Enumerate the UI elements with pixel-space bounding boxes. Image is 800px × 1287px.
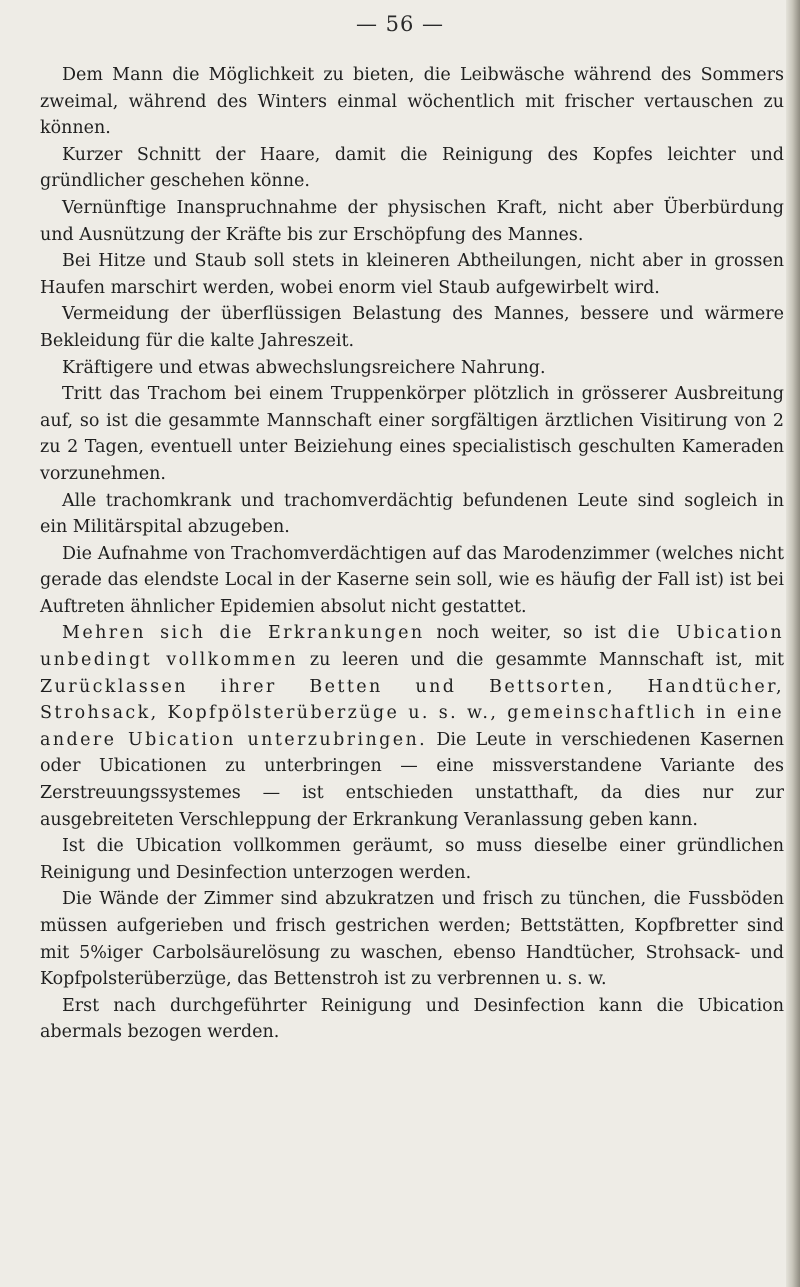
paragraph-marodenzimmer: Die Aufnahme von Trachomverdächtigen auf das Marodenzimmer (welches nicht gerade das elendste Local in der Kaserne sein soll, wie es häufig der Fall ist) ist bei Auftreten ähnlicher Epidemien absolut nicht gestattet. xyxy=(40,543,784,617)
paragraph-haarschnitt: Kurzer Schnitt der Haare, damit die Reinigung des Kopfes leichter und gründlicher geschehen könne. xyxy=(40,144,784,192)
emphasis-zuruecklassen: Zurücklassen ihrer Betten und Bettsorten, Handtücher, Strohsack, Kopfpölsterüberzüge u. s. w., gemeinschaftlich in eine andere Ubication unterzubringen. xyxy=(40,676,784,750)
text-run: noch weiter, so ist xyxy=(424,623,628,644)
paragraph-leibwaesche: Dem Mann die Möglichkeit zu bieten, die Leibwäsche während des Sommers zweimal, während des Winters einmal wöchentlich mit frischer vertauschen zu können. xyxy=(40,65,784,139)
paragraph-marsch: Bei Hitze und Staub soll stets in kleineren Abtheilungen, nicht aber in grossen Haufen marschirt werden, wobei enorm viel Staub aufgewirbelt wird. xyxy=(40,251,784,298)
paragraph-trachom-ausbreitung: Tritt das Trachom bei einem Truppenkörper plötzlich in grösserer Ausbreitung auf, so ist die gesammte Mannschaft einer sorgfältigen ärztlichen Visitirung von 2 zu 2 Tagen, eventuell unter Beiziehung eines specialistisch geschulten Kameraden vorzunehmen. xyxy=(40,384,784,484)
paragraph-ubication xyxy=(40,620,784,833)
emphasis-ubication: die Ubication unbedingt vollkommen xyxy=(40,623,784,671)
text-run: Die Leute in verschiedenen Kasernen oder Ubicationen zu unterbringen — eine missverstandene Variante des Zerstreuungssystemes — ist entschieden unstatthaft, da dies nur zur ausgebreiteten Verschleppung der Erkrankung Veranlassung geben kann. xyxy=(40,729,784,830)
paragraph-nahrung: Kräftigere und etwas abwechslungsreichere Nahrung. xyxy=(62,357,546,378)
paragraph-kraft: Vernünftige Inanspruchnahme der physischen Kraft, nicht aber Überbürdung und Ausnützung der Kräfte bis zur Erschöpfung des Mannes. xyxy=(40,197,784,245)
page-edge-shadow xyxy=(786,0,800,1287)
paragraph-bekleidung: Vermeidung der überflüssigen Belastung des Mannes, bessere und wärmere Bekleidung für die kalte Jahreszeit. xyxy=(40,304,784,351)
paragraph-militaerspital: Alle trachomkrank und trachomverdächtig befundenen Leute sind sogleich in ein Militärspital abzugeben. xyxy=(40,490,784,538)
paragraph-raeumung: Ist die Ubication vollkommen geräumt, so muss dieselbe einer gründlichen Reinigung und Desinfection unterzogen werden. xyxy=(40,836,784,883)
body-text xyxy=(40,62,784,1046)
paragraph-bezug: Erst nach durchgeführter Reinigung und Desinfection kann die Ubication abermals bezogen werden. xyxy=(40,995,784,1043)
page-number: — 56 — xyxy=(355,12,445,36)
text-run: zu leeren und die gesammte Mannschaft ist, mit xyxy=(297,650,784,671)
emphasis-erkrankungen: Mehren sich die Erkrankungen xyxy=(62,623,425,644)
paragraph-waende: Die Wände der Zimmer sind abzukratzen und frisch zu tünchen, die Fussböden müssen aufgerieben und frisch gestrichen werden; Bettstätten, Kopfbretter sind mit 5%iger Carbolsäurelösung zu waschen, ebenso Handtücher, Strohsack- und Kopfpolsterüberzüge, das Bettenstroh ist zu verbrennen u. s. w. xyxy=(40,889,784,990)
